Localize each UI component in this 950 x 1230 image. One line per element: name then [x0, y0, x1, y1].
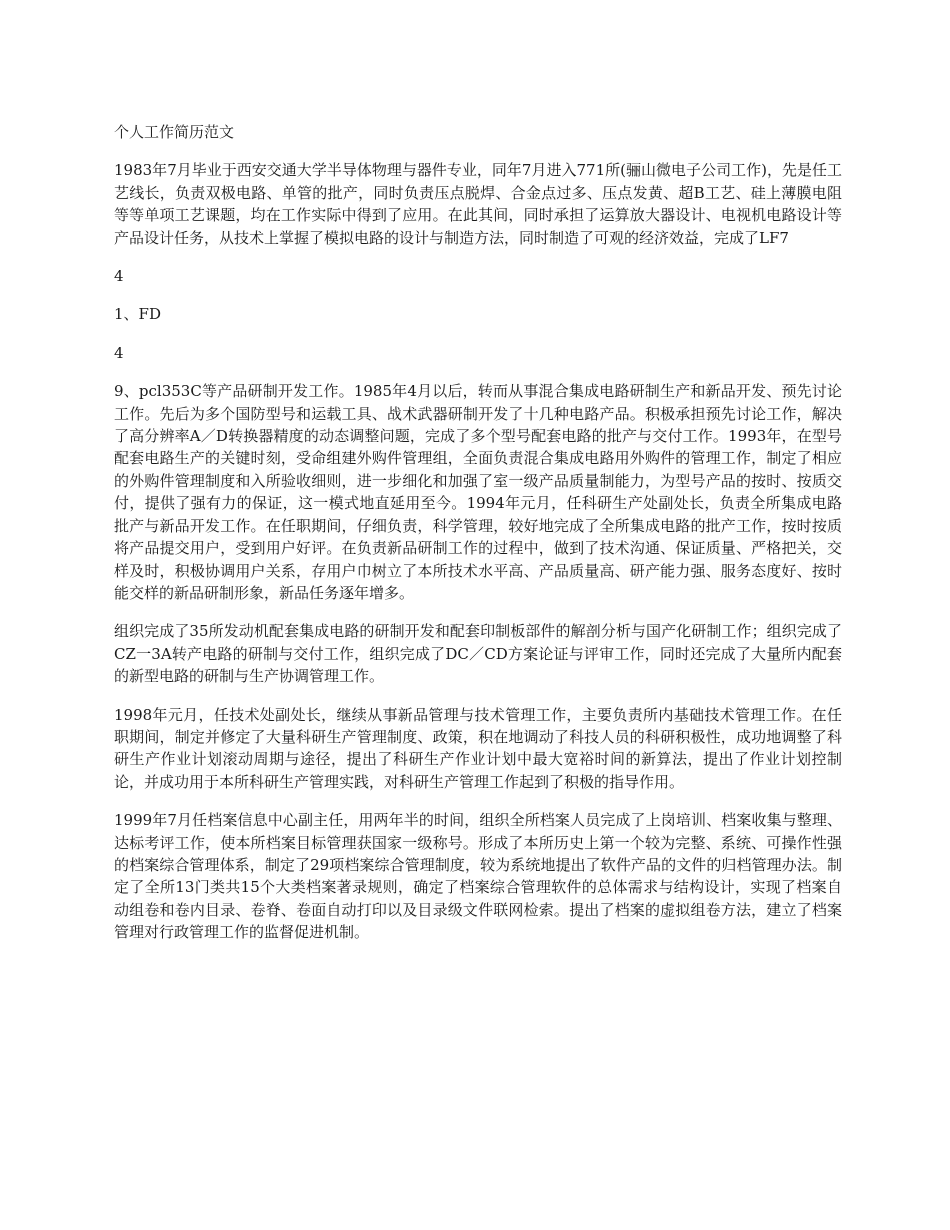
document-body: [114, 121, 842, 960]
paragraph-fragment-1: 4: [114, 267, 124, 286]
paragraph-archives-center: 1999年7月任档案信息中心副主任，用两年半的时间，组织全所档案人员完成了上岗培训、档案收集与整理、达标考评工作，使本所档案目标管理获国家一级称号。形成了本所历史上第一个较为完整、系统、可操作性强的档案综合管理体系，制定了29项档案综合管理制度，较为系统地提出了软件产品的文件的归档管理办法。制定了全所13门类共15个大类档案著录规则，确定了档案综合管理软件的总体需求与结构设计，实现了档案自动组卷和卷内目录、卷脊、卷面自动打印以及目录级文件联网检索。提出了档案的虚拟组卷方法，建立了档案管理对行政管理工作的监督促进机制。: [114, 811, 842, 942]
paragraph-technical-office: 1998年元月，任技术处副处长，继续从事新品管理与技术管理工作，主要负责所内基础技术管理工作。在任职期间，制定并修定了大量科研生产管理制度、政策，积在地调动了科技人员的科研积极性，成功地调整了科研生产作业计划滚动周期与途径，提出了科研生产作业计划中最大宽裕时间的新算法，提出了作业计划控制论，并成功用于本所科研生产管理实践，对科研生产管理工作起到了积极的指导作用。: [114, 705, 842, 791]
paragraph-hybrid-circuits: 9、pcl353C等产品研制开发工作。1985年4月以后，转而从事混合集成电路研制生产和新品开发、预先讨论工作。先后为多个国防型号和运载工具、战术武器研制开发了十几种电路产品。积极承担预先讨论工作，解决了高分辨率A／D转换器精度的动态调整问题，完成了多个型号配套电路的批产与交付工作。1993年，在型号配套电路生产的关键时刻，受命组建外购件管理组，全面负责混合集成电路用外购件的管理工作，制定了相应的外购件管理制度和入所验收细则，进一步细化和加强了室一级产品质量制能力，为型号产品的按时、按质交付，提供了强有力的保证，这一模式地直延用至今。1994年元月，任科研生产处副处长，负责全所集成电路批产与新品开发工作。在任职期间，仔细负责，科学管理，较好地完成了全所集成电路的批产工作，按时按质将产品提交用户，受到用户好评。在负责新品研制工作的过程中，做到了技术沟通、保证质量、严格把关，交样及时，积极协调用户关系，存用户巾树立了本所技术水平高、产品质量高、研产能力强、服务态度好、按时能交样的新品研制形象，新品任务逐年增多。: [114, 382, 842, 602]
paragraph-education-early-career: 1983年7月毕业于西安交通大学半导体物理与器件专业，同年7月进入771所(骊山微电子公司工作)，先是任工艺线长，负责双极电路、单管的批产，同时负责压点脱焊、合金点过多、压点发黄、超B工艺、硅上薄膜电阻等等单项工艺课题，均在工作实际中得到了应用。在此其间，同时承担了运算放大器设计、电视机电路设计等产品设计任务，从技术上掌握了模拟电路的设计与制造方法，同时制造了可观的经济效益，完成了LF7: [114, 161, 842, 247]
document-title: 个人工作简历范文: [114, 123, 235, 141]
paragraph-fragment-3: 4: [114, 343, 124, 362]
paragraph-projects: 组织完成了35所发动机配套集成电路的研制开发和配套印制板部件的解剖分析与国产化研制工作；组织完成了CZ一3A转产电路的研制与交付工作，组织完成了DC／CD方案论证与评审工作，同时还完成了大量所内配套的新型电路的研制与生产协调管理工作。: [114, 622, 842, 686]
paragraph-fragment-2: 1、FD: [114, 305, 161, 324]
